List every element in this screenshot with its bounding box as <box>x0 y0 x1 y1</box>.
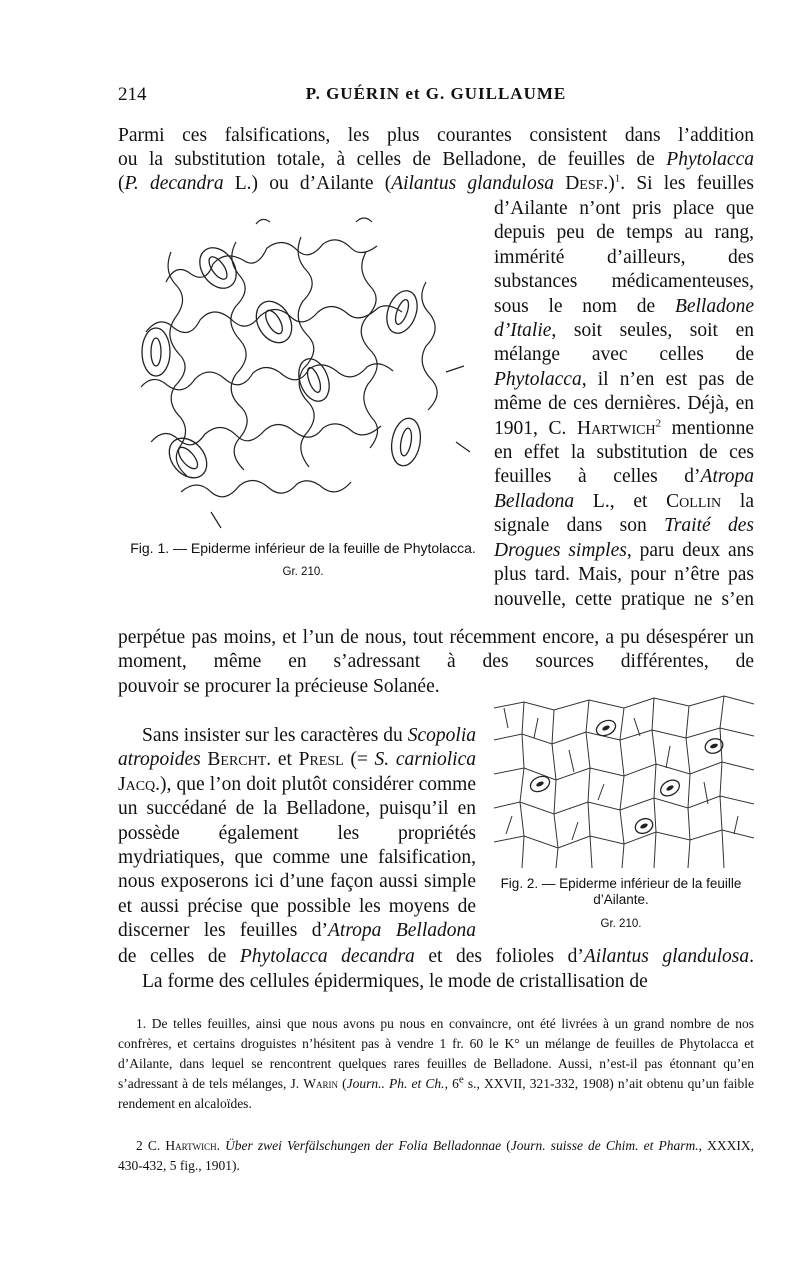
para3-start: La forme des cellules épidermiques, le mode de cristallisation de <box>142 971 648 992</box>
text-run: ou la substitution totale, à celles de Belladone, de feuilles de <box>118 149 667 170</box>
footnote-2: 2 C. Hartwich. Über zwei Verfälschungen der Folia Belladonnae (Journ. suisse de Chim. et Pharm., XXXIX, 430-432, 5 fig., 1901). <box>118 1138 754 1173</box>
italic-run: Ailantus glandulosa <box>583 946 750 967</box>
italic-run: Über zwei Verfälschungen der Folia Belladonnae <box>225 1138 502 1153</box>
figure-2-scale: Gr. 210. <box>600 918 642 930</box>
text-run: ( <box>118 173 125 194</box>
author-name: Hartwich <box>165 1138 217 1153</box>
para2-end: de celles de Phytolacca decandra et des folioles d’Ailantus glandulosa. <box>118 946 754 967</box>
para1-column-text: d’Ailante n’ont pris place que depuis peu de temps au rang, immérité d’ailleurs, des substances médicamenteuses, sous le nom de Belladone d’Italie, soit seules, soit en mélange avec celles de Phytolacca, il n’en est pas de même de ces dernières. Déjà, en 1901, C. Hartwich$^2$ mentionne en effet la substitution de ces feuilles à celles d’Atropa Belladona L., et Collin la signale dans son Traité des Drogues simples, paru deux ans plus tard. Mais, pour n’être pas nouvelle, cette pratique ne s’en <box>494 198 755 610</box>
author-name: Hartwich <box>576 417 656 439</box>
italic-run: Scopolia atropoides <box>118 725 476 771</box>
para1-line2 <box>118 148 754 172</box>
italic-run: Atropa Belladona <box>494 466 754 512</box>
running-title: P. GUÉRIN et G. GUILLAUME <box>305 84 567 103</box>
para1-line3 <box>118 172 754 196</box>
figure-1-caption <box>118 540 488 580</box>
para1-line1: Parmi ces falsifications, les plus courantes consistent dans l’addition <box>118 125 754 146</box>
author-name: Desf.) <box>554 173 615 194</box>
italic-run: Atropa Belladona <box>327 920 476 942</box>
text-run: Ailantus glandulosa <box>391 173 555 194</box>
footnote-1: 1. De telles feuilles, ainsi que nous avons pu nous en convaincre, ont été livrées à un grand nombre de nos confrères, et certains droguistes n’hésitent pas à vendre 1 fr. 60 le K° un mélange de feuilles de Phytolacca et d’Ailante, dans lequel se rencontrent quelques rares feuilles de Belladone. Aussi, n’est-il pas étonnant qu’en s’adressant à de tels mélanges, J. Warin (Journ.. Ph. et Ch., 6e s., XXVII, 321-332, 1908) n’ait obtenu qu’un faible rendement en alcaloïdes. <box>118 1016 754 1111</box>
running-header <box>118 84 754 112</box>
para1-continuation: perpétue pas moins, et l’un de nous, tout récemment encore, a pu désespérer un moment, même en s’adressant à des sources différentes, de <box>118 627 754 673</box>
figure-1-caption-text: Fig. 1. — Epiderme inférieur de la feuille de Phytolacca. <box>130 540 476 556</box>
author-name: Bercht. <box>207 749 272 771</box>
italic-run: Journ. suisse de Chim. et Pharm. <box>510 1138 699 1153</box>
figure-2-caption <box>494 876 748 932</box>
para2-column-text: Sans insister sur les caractères du Scopolia atropoides Bercht. et Presl (= S. carniolica Jacq.), que l’on doit plutôt considérer comme un succédané de la Belladone, puisqu’il en possède également les propriétés mydriatiques, que comme une falsification, nous exposerons ici d’une façon aussi simple et aussi précise que possible les moyens de discerner les feuilles d’Atropa Belladona <box>118 725 477 942</box>
italic-run: S. carniolica <box>374 749 477 771</box>
italic-run: Traité des Drogues simples <box>494 515 754 561</box>
author-name: Jacq. <box>118 773 161 795</box>
italic-run: Phytolacca <box>494 368 582 390</box>
figure-2-caption-text: Fig. 2. — Epiderme inférieur de la feuille d’Ailante. <box>500 876 742 907</box>
figure-1-phytolacca-epidermis <box>126 212 476 532</box>
footnote-ref: 1 <box>614 172 621 185</box>
figure-2-ailante-epidermis <box>494 688 754 868</box>
text-run: Phytolacca <box>666 149 754 170</box>
italic-run: Phytolacca decandra <box>239 946 415 967</box>
author-name: Collin <box>666 490 722 512</box>
italic-run: Belladone d’Italie <box>494 295 754 342</box>
figure-1-scale: Gr. 210. <box>282 566 324 578</box>
italic-run: Journ.. Ph. et Ch. <box>346 1076 445 1091</box>
text-run: L.) ou d’Ailante ( <box>223 173 392 194</box>
text-run: P. decandra <box>124 173 224 194</box>
page-number: 214 <box>118 84 147 105</box>
author-name: Presl <box>298 749 344 771</box>
text-run: . Si les feuilles <box>620 173 754 194</box>
para1-end: pouvoir se procurer la précieuse Solanée. <box>118 676 440 697</box>
author-name: Warin <box>303 1076 339 1091</box>
